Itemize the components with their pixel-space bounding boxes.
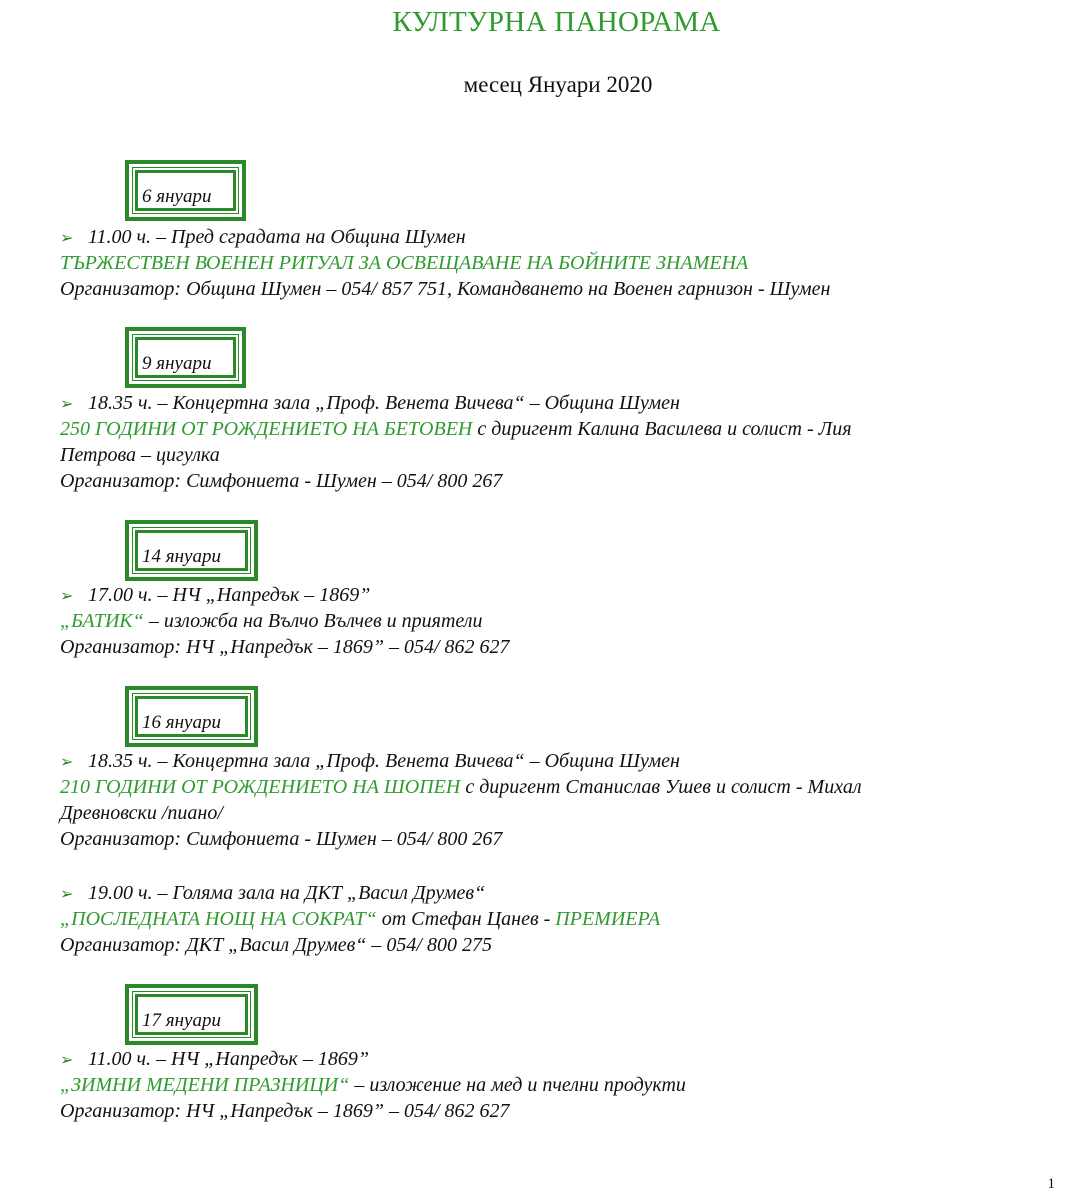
event-title: 250 ГОДИНИ ОТ РОЖДЕНИЕТО НА БЕТОВЕН [60,418,473,440]
date-label: 6 януари [135,170,236,211]
premiere-label: ПРЕМИЕРА [555,908,661,930]
date-box [125,520,258,581]
event-title-cont: Древновски /пиано/ [60,802,223,824]
arrow-bullet-icon: ➢ [60,230,74,247]
date-label: 17 януари [135,994,248,1035]
event-time-place: ➢ 18.35 ч. – Концертна зала „Проф. Венета Вичева“ – Община Шумен [60,748,680,776]
date-label: 16 януари [135,696,248,737]
event-time-place: ➢ 11.00 ч. – Пред сградата на Община Шумен [60,224,466,252]
event-title: 210 ГОДИНИ ОТ РОЖДЕНИЕТО НА ШОПЕН [60,776,461,798]
event-organizer: Организатор: НЧ „Напредък – 1869” – 054/ 862 627 [60,636,510,658]
event-title: „ПОСЛЕДНАТА НОЩ НА СОКРАТ“ [60,908,377,930]
event-title-line: „ПОСЛЕДНАТА НОЩ НА СОКРАТ“ от Стефан Цанев - ПРЕМИЕРА [60,908,661,930]
event-time-place: ➢ 17.00 ч. – НЧ „Напредък – 1869” [60,582,370,610]
event-title-line: 250 ГОДИНИ ОТ РОЖДЕНИЕТО НА БЕТОВЕН с диригент Калина Василева и солист - Лия [60,418,852,440]
event-title-line: „ЗИМНИ МЕДЕНИ ПРАЗНИЦИ“ – изложение на мед и пчелни продукти [60,1074,686,1096]
page-number: 1 [1047,1176,1055,1192]
arrow-bullet-icon: ➢ [60,588,74,605]
date-box [125,160,246,221]
event-title-line: „БАТИК“ – изложба на Вълчо Вълчев и приятели [60,610,483,632]
event-organizer: Организатор: Община Шумен – 054/ 857 751, Командването на Военен гарнизон - Шумен [60,278,831,300]
event-organizer: Организатор: Симфониета - Шумен – 054/ 800 267 [60,470,503,492]
page-title: КУЛТУРНА ПАНОРАМА [392,6,721,38]
event-organizer: Организатор: Симфониета - Шумен – 054/ 800 267 [60,828,503,850]
arrow-bullet-icon: ➢ [60,1052,74,1069]
event-organizer: Организатор: ДКТ „Васил Друмев“ – 054/ 800 275 [60,934,492,956]
date-label: 9 януари [135,337,236,378]
date-box [125,327,246,388]
event-time-place: ➢ 18.35 ч. – Концертна зала „Проф. Венета Вичева“ – Община Шумен [60,390,680,418]
event-organizer: Организатор: НЧ „Напредък – 1869” – 054/ 862 627 [60,1100,510,1122]
event-time-place: ➢ 11.00 ч. – НЧ „Напредък – 1869” [60,1046,369,1074]
arrow-bullet-icon: ➢ [60,754,74,771]
event-title: ТЪРЖЕСТВЕН ВОЕНЕН РИТУАЛ ЗА ОСВЕЩАВАНЕ НА БОЙНИТЕ ЗНАМЕНА [60,252,749,274]
date-box [125,984,258,1045]
event-title-line: 210 ГОДИНИ ОТ РОЖДЕНИЕТО НА ШОПЕН с диригент Станислав Ушев и солист - Михал [60,776,862,798]
page-subtitle: месец Януари 2020 [463,72,653,97]
arrow-bullet-icon: ➢ [60,886,74,903]
event-time-place: ➢ 19.00 ч. – Голяма зала на ДКТ „Васил Друмев“ [60,880,485,908]
date-box [125,686,258,747]
arrow-bullet-icon: ➢ [60,396,74,413]
event-title-cont: Петрова – цигулка [60,444,220,466]
event-title: „ЗИМНИ МЕДЕНИ ПРАЗНИЦИ“ [60,1074,350,1096]
date-label: 14 януари [135,530,248,571]
event-title: „БАТИК“ [60,610,144,632]
